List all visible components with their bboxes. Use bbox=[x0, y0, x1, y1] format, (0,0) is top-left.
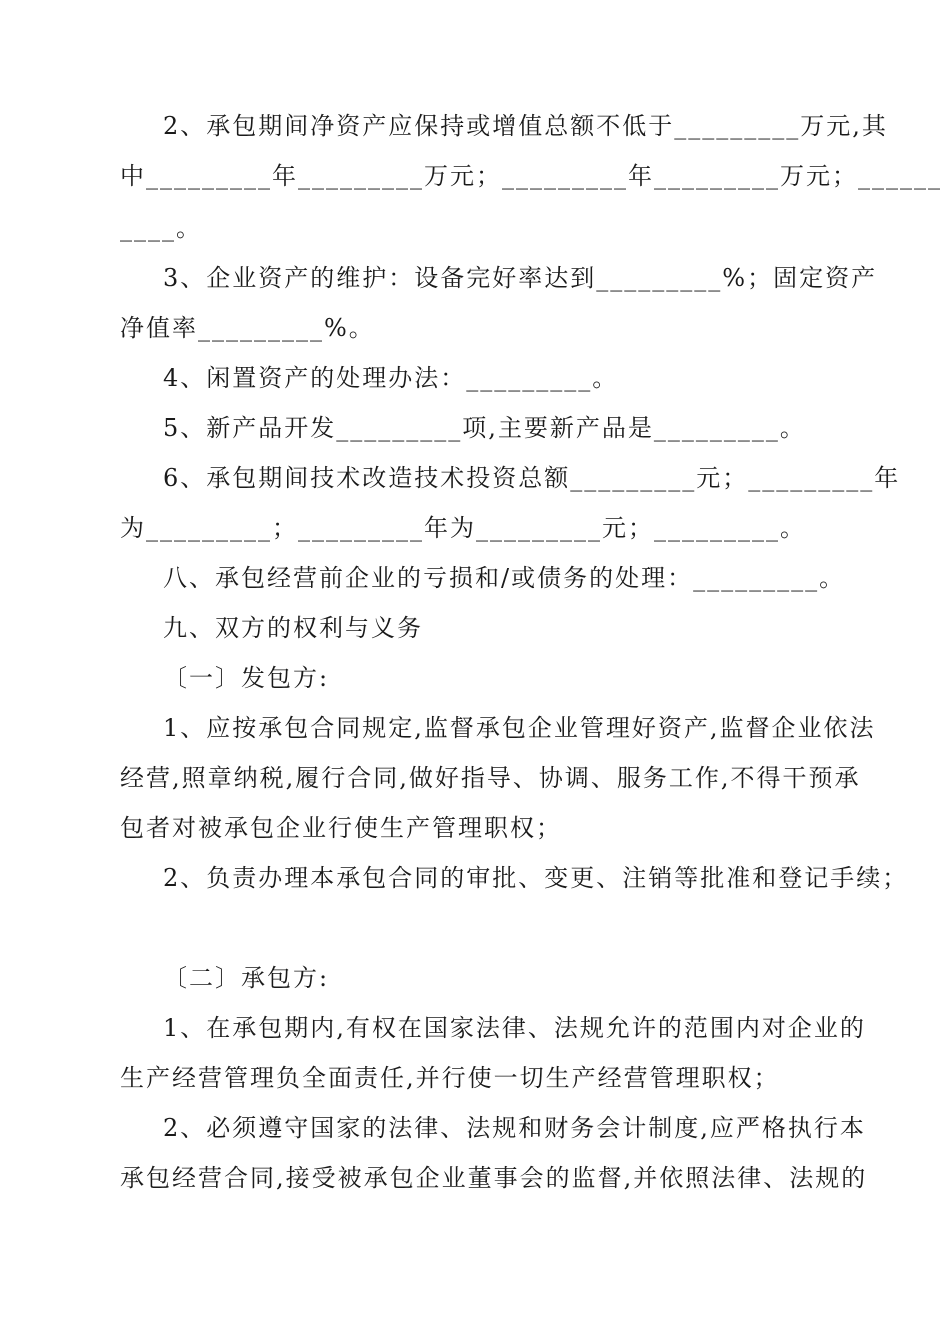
employer-clause-1-line-3: 包者对被承包企业行使生产管理职权； bbox=[120, 814, 562, 842]
section-8-heading: 八、承包经营前企业的亏损和/或债务的处理：_________。 bbox=[163, 564, 846, 592]
clause-7-2-line-1: 2、承包期间净资产应保持或增值总额不低于_________万元,其 bbox=[163, 112, 888, 140]
clause-7-6-line-2: 为_________；_________年为_________元；_________。 bbox=[120, 514, 806, 542]
subsection-1-heading: 〔一〕发包方: bbox=[163, 664, 330, 692]
clause-7-5-line: 5、新产品开发_________项,主要新产品是_________。 bbox=[163, 414, 806, 442]
section-9-heading: 九、双方的权利与义务 bbox=[163, 614, 423, 642]
clause-7-2-line-3: ____。 bbox=[120, 214, 202, 242]
clause-7-2-line-2: 中_________年_________万元；_________年_________万元；______ bbox=[120, 162, 942, 190]
contractor-clause-1-line-1: 1、在承包期内,有权在国家法律、法规允许的范围内对企业的 bbox=[163, 1014, 866, 1042]
contractor-clause-1-line-2: 生产经营管理负全面责任,并行使一切生产经营管理职权； bbox=[120, 1064, 780, 1092]
clause-7-4-line: 4、闲置资产的处理办法：_________。 bbox=[163, 364, 619, 392]
clause-7-3-line-1: 3、企业资产的维护：设备完好率达到_________%；固定资产 bbox=[163, 264, 878, 292]
clause-7-6-line-1: 6、承包期间技术改造技术投资总额_________元；_________年 bbox=[163, 464, 901, 492]
employer-clause-2-line: 2、负责办理本承包合同的审批、变更、注销等批准和登记手续； bbox=[163, 864, 909, 892]
employer-clause-1-line-2: 经营,照章纳税,履行合同,做好指导、协调、服务工作,不得干预承 bbox=[120, 764, 861, 792]
employer-clause-1-line-1: 1、应按承包合同规定,监督承包企业管理好资产,监督企业依法 bbox=[163, 714, 876, 742]
contractor-clause-2-line-2: 承包经营合同,接受被承包企业董事会的监督,并依照法律、法规的 bbox=[120, 1164, 868, 1192]
subsection-2-heading: 〔二〕承包方: bbox=[163, 964, 330, 992]
clause-7-3-line-2: 净值率_________%。 bbox=[120, 314, 375, 342]
contractor-clause-2-line-1: 2、必须遵守国家的法律、法规和财务会计制度,应严格执行本 bbox=[163, 1114, 866, 1142]
